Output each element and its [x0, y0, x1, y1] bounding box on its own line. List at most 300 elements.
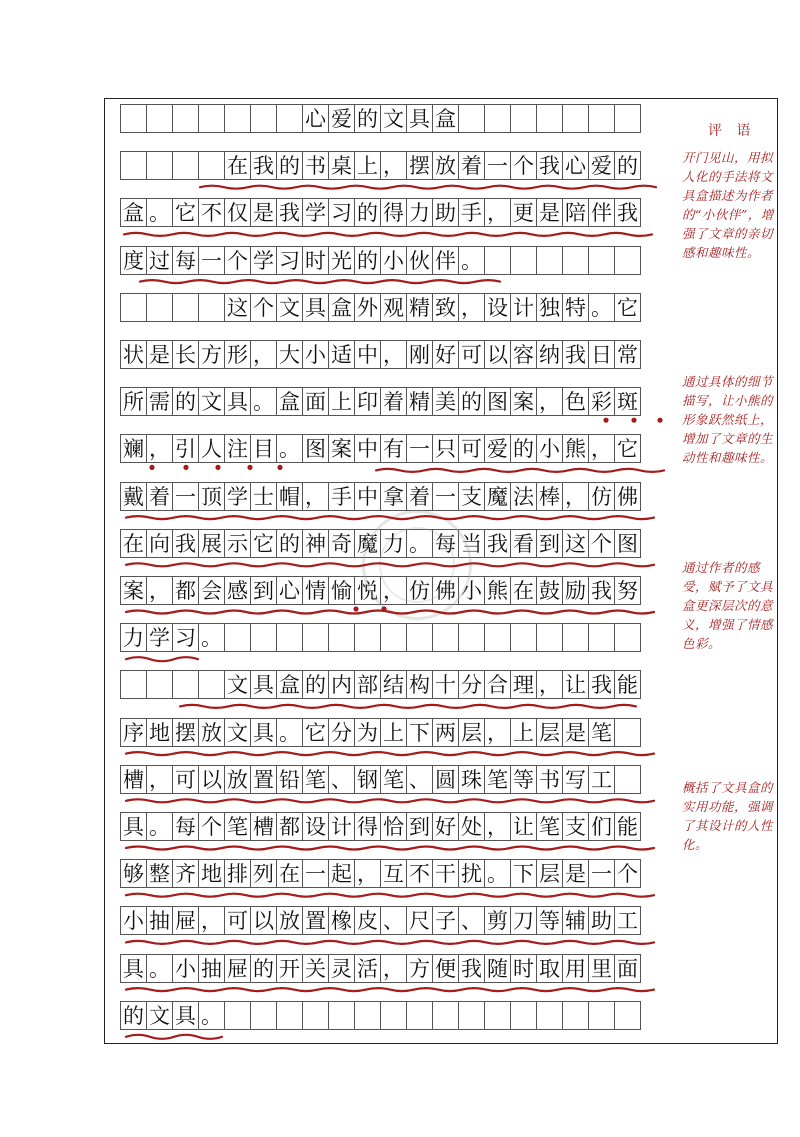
- grid-cell: 尺: [406, 906, 433, 935]
- essay-line: [120, 623, 680, 652]
- grid-cell: 整: [146, 859, 173, 888]
- grid-cell: ，: [198, 906, 225, 935]
- grid-cell: 仅: [224, 198, 251, 227]
- grid-cell: [224, 104, 251, 133]
- grid-cell: 齐: [172, 859, 199, 888]
- grid-cell: 的: [276, 529, 303, 558]
- grid-cell: 下: [406, 718, 433, 747]
- grid-cell: 具: [250, 670, 277, 699]
- grid-cell: [224, 623, 251, 652]
- grid-cell: 让: [510, 812, 537, 841]
- grid-cell: 斑: [614, 387, 641, 416]
- grid-cell: 关: [302, 954, 329, 983]
- grid-cell: [588, 1001, 615, 1030]
- comment-heading: 评 语: [708, 123, 756, 139]
- grid-cell: 面: [614, 954, 641, 983]
- grid-cell: 习: [172, 623, 199, 652]
- grid-cell: 士: [250, 482, 277, 511]
- grid-cell: 每: [172, 246, 199, 275]
- grid-cell: [120, 151, 147, 180]
- grid-cell: 所: [120, 387, 147, 416]
- grid-cell: 地: [198, 859, 225, 888]
- grid-cell: 桌: [328, 151, 355, 180]
- grid-cell: 一: [588, 859, 615, 888]
- grid-cell: 皮: [354, 906, 381, 935]
- grid-cell: [302, 1001, 329, 1030]
- grid-cell: 更: [510, 198, 537, 227]
- grid-cell: 容: [510, 340, 537, 369]
- grid-cell: 伴: [432, 246, 459, 275]
- grid-cell: 着: [406, 482, 433, 511]
- grid-cell: [562, 623, 589, 652]
- grid-cell: [198, 670, 225, 699]
- grid-cell: 十: [432, 670, 459, 699]
- grid-cell: 上: [354, 151, 381, 180]
- grid-cell: 随: [484, 954, 511, 983]
- grid-cell: 计: [328, 812, 355, 841]
- grid-cell: 是: [250, 198, 277, 227]
- grid-cell: [484, 246, 511, 275]
- grid-cell: 。: [146, 812, 173, 841]
- grid-cell: 。: [484, 859, 511, 888]
- grid-cell: [536, 623, 563, 652]
- grid-cell: 、: [380, 906, 407, 935]
- grid-cell: 个: [588, 529, 615, 558]
- essay-line: [120, 670, 680, 699]
- grid-cell: [588, 104, 615, 133]
- grid-cell: 铅: [276, 765, 303, 794]
- grid-cell: 。: [146, 954, 173, 983]
- grid-cell: 。: [276, 718, 303, 747]
- grid-cell: 方: [198, 340, 225, 369]
- grid-cell: 我: [458, 954, 485, 983]
- grid-cell: [354, 1001, 381, 1030]
- grid-cell: [250, 1001, 277, 1030]
- grid-cell: ，: [484, 198, 511, 227]
- grid-cell: 个: [250, 293, 277, 322]
- grid-cell: 是: [536, 198, 563, 227]
- grid-cell: 努: [614, 576, 641, 605]
- grid-cell: 度: [120, 246, 147, 275]
- grid-cell: [198, 104, 225, 133]
- grid-cell: 摆: [406, 151, 433, 180]
- grid-cell: 有: [380, 434, 407, 463]
- grid-cell: 助: [432, 198, 459, 227]
- grid-cell: 拿: [380, 482, 407, 511]
- grid-cell: 伙: [406, 246, 433, 275]
- grid-cell: 鼓: [536, 576, 563, 605]
- grid-cell: 具: [120, 954, 147, 983]
- grid-cell: 书: [302, 151, 329, 180]
- grid-cell: [588, 623, 615, 652]
- grid-cell: 小: [120, 906, 147, 935]
- grid-cell: 爱: [588, 151, 615, 180]
- essay-line: [120, 906, 680, 935]
- grid-cell: 悦: [354, 576, 381, 605]
- grid-cell: 我: [172, 529, 199, 558]
- grid-cell: [588, 246, 615, 275]
- grid-cell: 个: [224, 246, 251, 275]
- grid-cell: 仿: [588, 482, 615, 511]
- grid-cell: 开: [276, 954, 303, 983]
- grid-cell: 起: [328, 859, 355, 888]
- grid-cell: 向: [146, 529, 173, 558]
- grid-cell: [406, 1001, 433, 1030]
- grid-cell: 学: [146, 623, 173, 652]
- grid-cell: 神: [302, 529, 329, 558]
- grid-cell: 方: [406, 954, 433, 983]
- grid-cell: 为: [354, 718, 381, 747]
- grid-cell: ，: [536, 670, 563, 699]
- grid-cell: 放: [198, 718, 225, 747]
- grid-cell: 以: [198, 765, 225, 794]
- grid-cell: 引: [172, 434, 199, 463]
- grid-cell: 。: [250, 387, 277, 416]
- grid-cell: ，: [380, 340, 407, 369]
- watermark-seal: [362, 510, 472, 620]
- grid-cell: 面: [302, 387, 329, 416]
- grid-cell: 屉: [172, 906, 199, 935]
- grid-cell: 印: [354, 387, 381, 416]
- grid-cell: 心: [276, 576, 303, 605]
- grid-cell: 可: [458, 434, 485, 463]
- grid-cell: 个: [198, 812, 225, 841]
- grid-cell: 学: [302, 198, 329, 227]
- grid-cell: 序: [120, 718, 147, 747]
- grid-cell: 灵: [328, 954, 355, 983]
- grid-cell: 扰: [458, 859, 485, 888]
- essay-line: [120, 151, 680, 180]
- grid-cell: 一: [172, 482, 199, 511]
- grid-cell: 魔: [484, 482, 511, 511]
- essay-line: [120, 434, 680, 463]
- grid-cell: 魔: [354, 529, 381, 558]
- grid-cell: 中: [354, 482, 381, 511]
- grid-cell: 的: [120, 1001, 147, 1030]
- grid-cell: 愉: [328, 576, 355, 605]
- grid-cell: 分: [458, 670, 485, 699]
- grid-cell: 让: [562, 670, 589, 699]
- grid-cell: 具: [302, 293, 329, 322]
- grid-cell: 等: [536, 906, 563, 935]
- grid-cell: 笔: [380, 765, 407, 794]
- grid-cell: 笔: [536, 812, 563, 841]
- grid-cell: [536, 1001, 563, 1030]
- grid-cell: [484, 623, 511, 652]
- grid-cell: 文: [224, 670, 251, 699]
- grid-cell: 小: [536, 434, 563, 463]
- grid-cell: 的: [458, 387, 485, 416]
- grid-cell: 。: [406, 529, 433, 558]
- grid-cell: [120, 670, 147, 699]
- grid-cell: 心: [302, 104, 329, 133]
- grid-cell: 层: [458, 718, 485, 747]
- grid-cell: 具: [406, 104, 433, 133]
- grid-cell: 它: [614, 293, 641, 322]
- grid-cell: [432, 1001, 459, 1030]
- grid-cell: 着: [380, 387, 407, 416]
- grid-cell: ，: [380, 954, 407, 983]
- grid-cell: 设: [484, 293, 511, 322]
- grid-cell: 中: [354, 434, 381, 463]
- grid-cell: 能: [614, 812, 641, 841]
- grid-cell: 放: [276, 906, 303, 935]
- grid-cell: 展: [198, 529, 225, 558]
- grid-cell: 设: [302, 812, 329, 841]
- grid-cell: [328, 1001, 355, 1030]
- comment-3: 通过作者的感受，赋予了文具盒更深层次的意义，增强了情感色彩。: [682, 560, 774, 651]
- grid-cell: 钢: [354, 765, 381, 794]
- grid-cell: 部: [354, 670, 381, 699]
- grid-cell: 笔: [588, 718, 615, 747]
- grid-cell: 注: [224, 434, 251, 463]
- grid-cell: 顶: [198, 482, 225, 511]
- grid-cell: 、: [406, 765, 433, 794]
- essay-line: [120, 859, 680, 888]
- essay-title: [120, 104, 680, 133]
- grid-cell: 置: [250, 765, 277, 794]
- grid-cell: 我: [276, 198, 303, 227]
- grid-cell: 排: [224, 859, 251, 888]
- grid-cell: [250, 104, 277, 133]
- grid-cell: ，: [146, 434, 173, 463]
- grid-cell: 的: [172, 387, 199, 416]
- grid-cell: 每: [172, 812, 199, 841]
- grid-cell: 合: [484, 670, 511, 699]
- grid-cell: 特: [562, 293, 589, 322]
- grid-cell: [484, 104, 511, 133]
- grid-cell: 具: [250, 718, 277, 747]
- grid-cell: 够: [120, 859, 147, 888]
- grid-cell: 仿: [406, 576, 433, 605]
- grid-cell: [562, 1001, 589, 1030]
- grid-cell: 力: [120, 623, 147, 652]
- grid-cell: 刚: [406, 340, 433, 369]
- essay-line: [120, 198, 680, 227]
- grid-cell: ，: [562, 482, 589, 511]
- grid-cell: ，: [354, 859, 381, 888]
- grid-cell: 里: [588, 954, 615, 983]
- grid-cell: 得: [354, 812, 381, 841]
- grid-cell: ，: [250, 340, 277, 369]
- grid-cell: 在: [224, 151, 251, 180]
- grid-cell: 情: [302, 576, 329, 605]
- grid-cell: 盒: [328, 293, 355, 322]
- grid-cell: 彩: [588, 387, 615, 416]
- grid-cell: 它: [302, 718, 329, 747]
- comment-2: 通过具体的细节描写，让小熊的形象跃然纸上，增加了文章的生动性和趣味性。: [682, 374, 774, 465]
- grid-cell: 爱: [484, 434, 511, 463]
- grid-cell: 文: [276, 293, 303, 322]
- grid-cell: 戴: [120, 482, 147, 511]
- grid-cell: 小: [172, 954, 199, 983]
- grid-cell: 手: [328, 482, 355, 511]
- grid-cell: 纳: [536, 340, 563, 369]
- grid-cell: 上: [510, 718, 537, 747]
- grid-cell: 好: [432, 340, 459, 369]
- grid-cell: 手: [458, 198, 485, 227]
- grid-cell: 等: [510, 765, 537, 794]
- grid-cell: 下: [510, 859, 537, 888]
- grid-cell: [328, 623, 355, 652]
- grid-cell: 我: [250, 151, 277, 180]
- grid-cell: 。: [198, 1001, 225, 1030]
- grid-cell: 书: [536, 765, 563, 794]
- grid-cell: [224, 1001, 251, 1030]
- grid-cell: 。: [588, 293, 615, 322]
- grid-cell: 具: [172, 1001, 199, 1030]
- grid-cell: [458, 623, 485, 652]
- grid-cell: 目: [250, 434, 277, 463]
- essay-line: [120, 246, 680, 275]
- grid-cell: 抽: [146, 906, 173, 935]
- grid-cell: 在: [510, 576, 537, 605]
- grid-cell: 盒: [432, 104, 459, 133]
- grid-cell: 、: [328, 765, 355, 794]
- grid-cell: 法: [510, 482, 537, 511]
- grid-cell: [614, 104, 641, 133]
- grid-cell: [146, 104, 173, 133]
- grid-cell: 美: [432, 387, 459, 416]
- grid-cell: 分: [328, 718, 355, 747]
- grid-cell: 示: [224, 529, 251, 558]
- grid-cell: 、: [458, 906, 485, 935]
- grid-cell: 盒: [276, 387, 303, 416]
- grid-cell: 形: [224, 340, 251, 369]
- grid-cell: 佛: [614, 482, 641, 511]
- grid-cell: 图: [614, 529, 641, 558]
- grid-cell: 适: [328, 340, 355, 369]
- grid-cell: [458, 1001, 485, 1030]
- grid-cell: 置: [302, 906, 329, 935]
- grid-cell: 具: [224, 387, 251, 416]
- grid-cell: ，: [458, 293, 485, 322]
- grid-cell: 我: [588, 576, 615, 605]
- comment-4: 概括了文具盒的实用功能，强调了其设计的人性化。: [682, 780, 774, 852]
- grid-cell: 工: [614, 906, 641, 935]
- grid-cell: 都: [276, 812, 303, 841]
- grid-cell: [146, 670, 173, 699]
- grid-cell: 子: [432, 906, 459, 935]
- grid-cell: 案: [328, 434, 355, 463]
- grid-cell: [432, 623, 459, 652]
- grid-cell: [406, 623, 433, 652]
- grid-cell: 可: [458, 340, 485, 369]
- grid-cell: 个: [614, 859, 641, 888]
- grid-cell: 精: [406, 387, 433, 416]
- grid-cell: 心: [562, 151, 589, 180]
- grid-cell: 用: [562, 954, 589, 983]
- grid-cell: 斓: [120, 434, 147, 463]
- grid-cell: 橡: [328, 906, 355, 935]
- grid-cell: 以: [250, 906, 277, 935]
- grid-cell: 我: [536, 151, 563, 180]
- grid-cell: 当: [458, 529, 485, 558]
- grid-cell: 是: [562, 859, 589, 888]
- grid-cell: 得: [380, 198, 407, 227]
- grid-cell: 文: [198, 387, 225, 416]
- grid-cell: 以: [484, 340, 511, 369]
- grid-cell: 是: [562, 718, 589, 747]
- grid-cell: [172, 104, 199, 133]
- grid-cell: 辅: [562, 906, 589, 935]
- grid-cell: 棒: [536, 482, 563, 511]
- grid-cell: ，: [380, 151, 407, 180]
- grid-cell: 具: [120, 812, 147, 841]
- grid-cell: 每: [432, 529, 459, 558]
- grid-cell: 上: [328, 387, 355, 416]
- grid-cell: [510, 246, 537, 275]
- grid-cell: 时: [302, 246, 329, 275]
- grid-cell: [562, 246, 589, 275]
- grid-cell: [250, 623, 277, 652]
- grid-cell: 抽: [198, 954, 225, 983]
- grid-cell: 工: [588, 765, 615, 794]
- grid-cell: 一: [198, 246, 225, 275]
- grid-cell: 外: [354, 293, 381, 322]
- grid-cell: 。: [276, 434, 303, 463]
- grid-cell: 理: [510, 670, 537, 699]
- grid-cell: 的: [354, 104, 381, 133]
- grid-cell: 中: [354, 340, 381, 369]
- grid-cell: 看: [510, 529, 537, 558]
- grid-cell: 处: [458, 812, 485, 841]
- essay-line: [120, 765, 680, 794]
- grid-cell: 计: [510, 293, 537, 322]
- grid-cell: [146, 293, 173, 322]
- grid-cell: [120, 293, 147, 322]
- grid-cell: [536, 246, 563, 275]
- essay-line: [120, 812, 680, 841]
- grid-cell: 干: [432, 859, 459, 888]
- grid-cell: [614, 623, 641, 652]
- grid-cell: 帽: [276, 482, 303, 511]
- grid-cell: [510, 104, 537, 133]
- grid-cell: 盒: [276, 670, 303, 699]
- grid-cell: 的: [614, 151, 641, 180]
- grid-cell: 便: [432, 954, 459, 983]
- grid-cell: [302, 623, 329, 652]
- grid-cell: 文: [380, 104, 407, 133]
- grid-cell: 我: [562, 340, 589, 369]
- grid-cell: [276, 623, 303, 652]
- grid-cell: 过: [146, 246, 173, 275]
- grid-cell: 只: [432, 434, 459, 463]
- grid-cell: [510, 623, 537, 652]
- grid-cell: 熊: [484, 576, 511, 605]
- grid-cell: 层: [536, 718, 563, 747]
- grid-cell: 的: [510, 434, 537, 463]
- grid-cell: 取: [536, 954, 563, 983]
- grid-cell: 到: [250, 576, 277, 605]
- grid-cell: 我: [588, 670, 615, 699]
- grid-cell: 观: [380, 293, 407, 322]
- grid-cell: 致: [432, 293, 459, 322]
- grid-cell: 可: [172, 765, 199, 794]
- grid-cell: 支: [458, 482, 485, 511]
- grid-cell: 我: [614, 198, 641, 227]
- grid-cell: 着: [458, 151, 485, 180]
- grid-cell: 文: [146, 1001, 173, 1030]
- essay-line: [120, 718, 680, 747]
- grid-cell: 日: [588, 340, 615, 369]
- grid-cell: 。: [198, 623, 225, 652]
- grid-cell: [380, 1001, 407, 1030]
- grid-cell: 放: [224, 765, 251, 794]
- grid-cell: [172, 151, 199, 180]
- grid-cell: 一: [302, 859, 329, 888]
- grid-cell: 力: [380, 529, 407, 558]
